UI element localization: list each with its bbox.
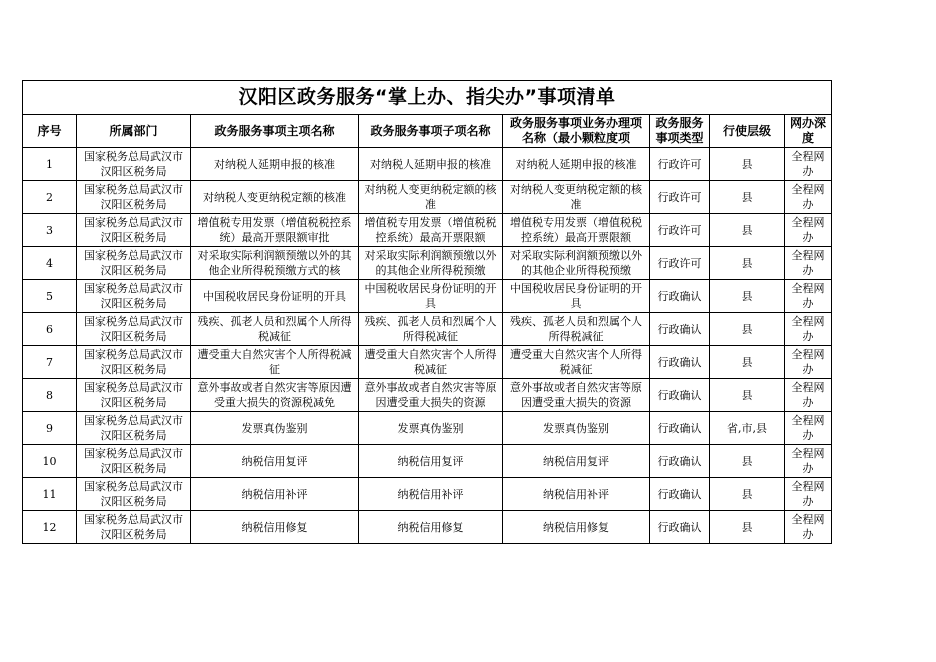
cell-dept: 国家税务总局武汉市汉阳区税务局 [77, 511, 191, 544]
table-row [23, 511, 832, 544]
cell-dept: 国家税务总局武汉市汉阳区税务局 [77, 412, 191, 445]
header-dept: 所属部门 [77, 115, 191, 148]
cell-online-depth: 全程网办 [785, 247, 832, 280]
cell-level: 县 [710, 148, 785, 181]
cell-main-item: 发票真伪鉴别 [191, 412, 359, 445]
cell-item-type: 行政确认 [650, 379, 710, 412]
table-row [23, 181, 832, 214]
cell-item-type: 行政许可 [650, 214, 710, 247]
cell-main-item: 对采取实际利润额预缴以外的其他企业所得税预缴方式的核 [191, 247, 359, 280]
cell-sub-item: 增值税专用发票（增值税税控系统）最高开票限额 [359, 214, 503, 247]
cell-level: 县 [710, 214, 785, 247]
cell-item-type: 行政确认 [650, 412, 710, 445]
cell-business-item: 发票真伪鉴别 [503, 412, 650, 445]
cell-online-depth: 全程网办 [785, 181, 832, 214]
cell-level: 县 [710, 511, 785, 544]
cell-level: 县 [710, 379, 785, 412]
cell-main-item: 增值税专用发票（增值税税控系统）最高开票限额审批 [191, 214, 359, 247]
table-row [23, 478, 832, 511]
cell-no: 7 [23, 346, 77, 379]
table-row [23, 280, 832, 313]
cell-no: 4 [23, 247, 77, 280]
cell-dept: 国家税务总局武汉市汉阳区税务局 [77, 148, 191, 181]
cell-no: 1 [23, 148, 77, 181]
cell-no: 8 [23, 379, 77, 412]
cell-sub-item: 对纳税人延期申报的核准 [359, 148, 503, 181]
cell-item-type: 行政许可 [650, 181, 710, 214]
header-no: 序号 [23, 115, 77, 148]
cell-level: 县 [710, 478, 785, 511]
cell-level: 省,市,县 [710, 412, 785, 445]
cell-level: 县 [710, 346, 785, 379]
cell-dept: 国家税务总局武汉市汉阳区税务局 [77, 214, 191, 247]
cell-business-item: 纳税信用复评 [503, 445, 650, 478]
header-online-depth: 网办深度 [785, 115, 832, 148]
cell-online-depth: 全程网办 [785, 346, 832, 379]
header-sub-item: 政务服务事项子项名称 [359, 115, 503, 148]
header-row [23, 115, 832, 148]
cell-main-item: 遭受重大自然灾害个人所得税减征 [191, 346, 359, 379]
cell-dept: 国家税务总局武汉市汉阳区税务局 [77, 478, 191, 511]
cell-level: 县 [710, 247, 785, 280]
cell-sub-item: 纳税信用修复 [359, 511, 503, 544]
table-row [23, 313, 832, 346]
cell-sub-item: 中国税收居民身份证明的开具 [359, 280, 503, 313]
cell-online-depth: 全程网办 [785, 379, 832, 412]
cell-sub-item: 遭受重大自然灾害个人所得税减征 [359, 346, 503, 379]
cell-dept: 国家税务总局武汉市汉阳区税务局 [77, 346, 191, 379]
cell-no: 3 [23, 214, 77, 247]
header-main-item: 政务服务事项主项名称 [191, 115, 359, 148]
cell-dept: 国家税务总局武汉市汉阳区税务局 [77, 247, 191, 280]
cell-business-item: 对纳税人延期申报的核准 [503, 148, 650, 181]
table-row [23, 148, 832, 181]
cell-main-item: 意外事故或者自然灾害等原因遭受重大损失的资源税减免 [191, 379, 359, 412]
cell-sub-item: 残疾、孤老人员和烈属个人所得税减征 [359, 313, 503, 346]
header-business-item: 政务服务事项业务办理项名称（最小颗粒度项 [503, 115, 650, 148]
table-row [23, 214, 832, 247]
cell-sub-item: 纳税信用补评 [359, 478, 503, 511]
service-items-table [22, 80, 832, 544]
table-row [23, 445, 832, 478]
cell-level: 县 [710, 280, 785, 313]
cell-online-depth: 全程网办 [785, 214, 832, 247]
table-row [23, 247, 832, 280]
cell-item-type: 行政确认 [650, 346, 710, 379]
cell-business-item: 纳税信用修复 [503, 511, 650, 544]
cell-online-depth: 全程网办 [785, 148, 832, 181]
cell-dept: 国家税务总局武汉市汉阳区税务局 [77, 379, 191, 412]
cell-business-item: 纳税信用补评 [503, 478, 650, 511]
table-row [23, 346, 832, 379]
table-row [23, 379, 832, 412]
cell-no: 11 [23, 478, 77, 511]
cell-online-depth: 全程网办 [785, 280, 832, 313]
header-item-type: 政务服务事项类型 [650, 115, 710, 148]
cell-dept: 国家税务总局武汉市汉阳区税务局 [77, 280, 191, 313]
cell-business-item: 残疾、孤老人员和烈属个人所得税减征 [503, 313, 650, 346]
cell-main-item: 纳税信用修复 [191, 511, 359, 544]
cell-no: 10 [23, 445, 77, 478]
cell-no: 2 [23, 181, 77, 214]
sheet-title: 汉阳区政务服务“掌上办、指尖办”事项清单 [23, 81, 832, 115]
cell-level: 县 [710, 181, 785, 214]
cell-online-depth: 全程网办 [785, 445, 832, 478]
cell-online-depth: 全程网办 [785, 478, 832, 511]
cell-level: 县 [710, 313, 785, 346]
cell-main-item: 纳税信用补评 [191, 478, 359, 511]
cell-item-type: 行政确认 [650, 280, 710, 313]
cell-online-depth: 全程网办 [785, 313, 832, 346]
cell-main-item: 纳税信用复评 [191, 445, 359, 478]
cell-main-item: 对纳税人延期申报的核准 [191, 148, 359, 181]
cell-business-item: 增值税专用发票（增值税税控系统）最高开票限额 [503, 214, 650, 247]
table-row [23, 412, 832, 445]
cell-online-depth: 全程网办 [785, 511, 832, 544]
cell-business-item: 意外事故或者自然灾害等原因遭受重大损失的资源 [503, 379, 650, 412]
cell-item-type: 行政确认 [650, 313, 710, 346]
cell-dept: 国家税务总局武汉市汉阳区税务局 [77, 445, 191, 478]
cell-sub-item: 对采取实际利润额预缴以外的其他企业所得税预缴 [359, 247, 503, 280]
cell-business-item: 中国税收居民身份证明的开具 [503, 280, 650, 313]
cell-dept: 国家税务总局武汉市汉阳区税务局 [77, 313, 191, 346]
cell-no: 5 [23, 280, 77, 313]
cell-sub-item: 发票真伪鉴别 [359, 412, 503, 445]
cell-item-type: 行政许可 [650, 247, 710, 280]
cell-no: 9 [23, 412, 77, 445]
cell-sub-item: 纳税信用复评 [359, 445, 503, 478]
cell-main-item: 中国税收居民身份证明的开具 [191, 280, 359, 313]
cell-no: 6 [23, 313, 77, 346]
cell-level: 县 [710, 445, 785, 478]
header-level: 行使层级 [710, 115, 785, 148]
cell-no: 12 [23, 511, 77, 544]
cell-business-item: 对纳税人变更纳税定额的核准 [503, 181, 650, 214]
cell-item-type: 行政许可 [650, 148, 710, 181]
cell-item-type: 行政确认 [650, 478, 710, 511]
cell-main-item: 对纳税人变更纳税定额的核准 [191, 181, 359, 214]
spreadsheet [22, 80, 832, 544]
cell-business-item: 对采取实际利润额预缴以外的其他企业所得税预缴 [503, 247, 650, 280]
cell-sub-item: 对纳税人变更纳税定额的核准 [359, 181, 503, 214]
cell-item-type: 行政确认 [650, 445, 710, 478]
cell-business-item: 遭受重大自然灾害个人所得税减征 [503, 346, 650, 379]
cell-dept: 国家税务总局武汉市汉阳区税务局 [77, 181, 191, 214]
cell-online-depth: 全程网办 [785, 412, 832, 445]
cell-sub-item: 意外事故或者自然灾害等原因遭受重大损失的资源 [359, 379, 503, 412]
cell-main-item: 残疾、孤老人员和烈属个人所得税减征 [191, 313, 359, 346]
cell-item-type: 行政确认 [650, 511, 710, 544]
